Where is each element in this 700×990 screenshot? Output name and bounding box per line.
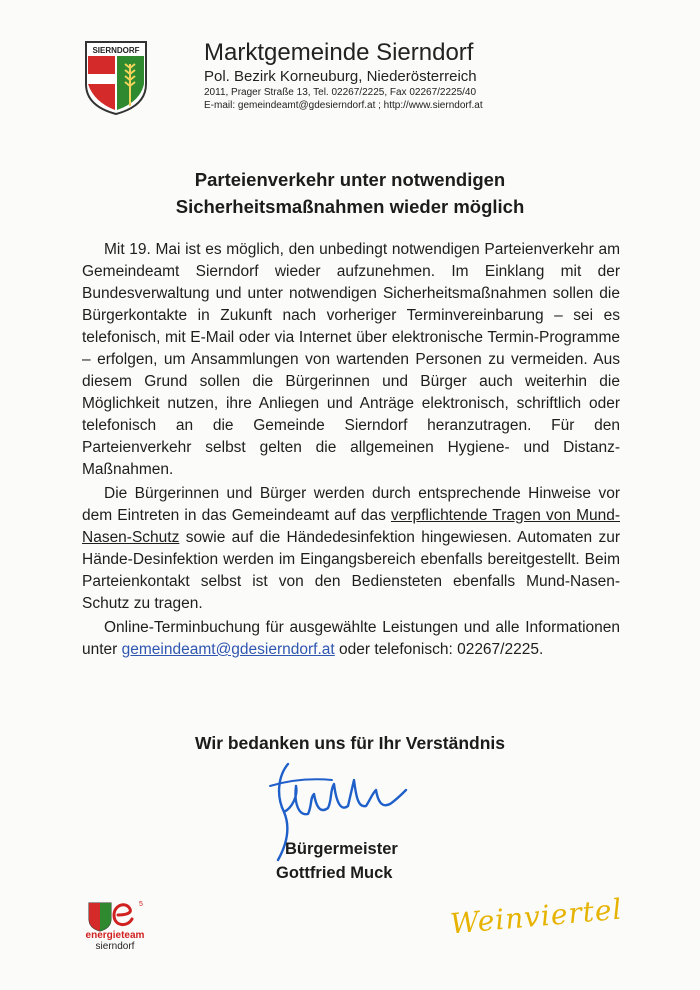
footer-crest-icon [88, 902, 112, 932]
paragraph-2-start: Die Bürgerinnen und Bürger werden durch entsprechende Hinweise vor dem Eintreten in das Gemeindeamt auf das [82, 485, 620, 524]
signatory-name: Gottfried Muck [276, 864, 393, 882]
email-link[interactable]: gemeindeamt@gdesierndorf.at [121, 641, 335, 658]
municipality-crest [84, 40, 148, 116]
municipality-title: Marktgemeinde Sierndorf [204, 39, 474, 66]
signatory-role: Bürgermeister [285, 840, 398, 858]
paragraph-3-end: oder telefonisch: 02267/2225. [339, 641, 544, 658]
paragraph-3 [82, 617, 620, 661]
contact-line: E-mail: gemeindeamt@gdesierndorf.at ; http://www.sierndorf.at [204, 100, 483, 111]
energieteam-location: sierndorf [95, 941, 135, 952]
weinviertel-logo: Weinviertel [448, 892, 624, 941]
document-headline [40, 166, 660, 220]
district-line: Pol. Bezirk Korneuburg, Niederösterreich [204, 68, 477, 85]
headline-line-1: Parteienverkehr unter notwendigen [194, 169, 506, 190]
letterhead [204, 39, 644, 112]
crest-text: SIERNDORF [92, 46, 140, 55]
paragraph-1: Mit 19. Mai ist es möglich, den unbedingt notwendigen Parteienverkehr am Gemeindeamt Sierndorf wieder aufzunehmen. Im Einklang mit der Bundesverwaltung und unter notwendigen Sicherheitsmaßnahmen sollen die Bürgerkontakte in Zukunft nach vorheriger Terminvereinbarung – sei es telefonisch, mit E-Mail oder via Internet über elektronische Termin-Programme – erfolgen, um Ansammlungen von wartenden Personen zu vermeiden. Aus diesem Grund sollen die Bürgerinnen und Bürger auch weiterhin die Möglichkeit nutzen, ihre Anliegen und Anträge elektronisch, schriftlich oder telefonisch an die Gemeinde Sierndorf heranzutragen. Für den Parteienverkehr selbst gelten die allgemeinen Hygiene- und Distanz-Maßnahmen. [82, 241, 620, 478]
paragraph-3-start: Online-Terminbuchung für ausgewählte Leistungen und alle Informationen unter [82, 619, 620, 658]
svg-text:5: 5 [139, 901, 143, 908]
paragraph-2 [82, 483, 620, 615]
thanks-line: Wir bedanken uns für Ihr Verständnis [194, 733, 506, 753]
paragraph-2-end: sowie auf die Händedesinfektion hingewiesen. Automaten zur Hände-Desinfektion werden im Eingangsbereich ebenfalls bereitgestellt. Beim Parteienkontakt selbst ist von den Bediensteten ebenfalls Mund-Nasen-Schutz zu tragen. [82, 529, 620, 612]
mask-requirement-underlined: verpflichtende Tragen von Mund-Nasen-Schutz [82, 507, 621, 546]
body-text [82, 239, 620, 663]
energieteam-logo [82, 930, 148, 952]
headline-line-2: Sicherheitsmaßnahmen wieder möglich [175, 196, 525, 217]
address-line: 2011, Prager Straße 13, Tel. 02267/2225, Fax 02267/2225/40 [204, 87, 477, 98]
energieteam-e-icon [110, 897, 146, 931]
energieteam-label: energieteam [85, 930, 145, 941]
